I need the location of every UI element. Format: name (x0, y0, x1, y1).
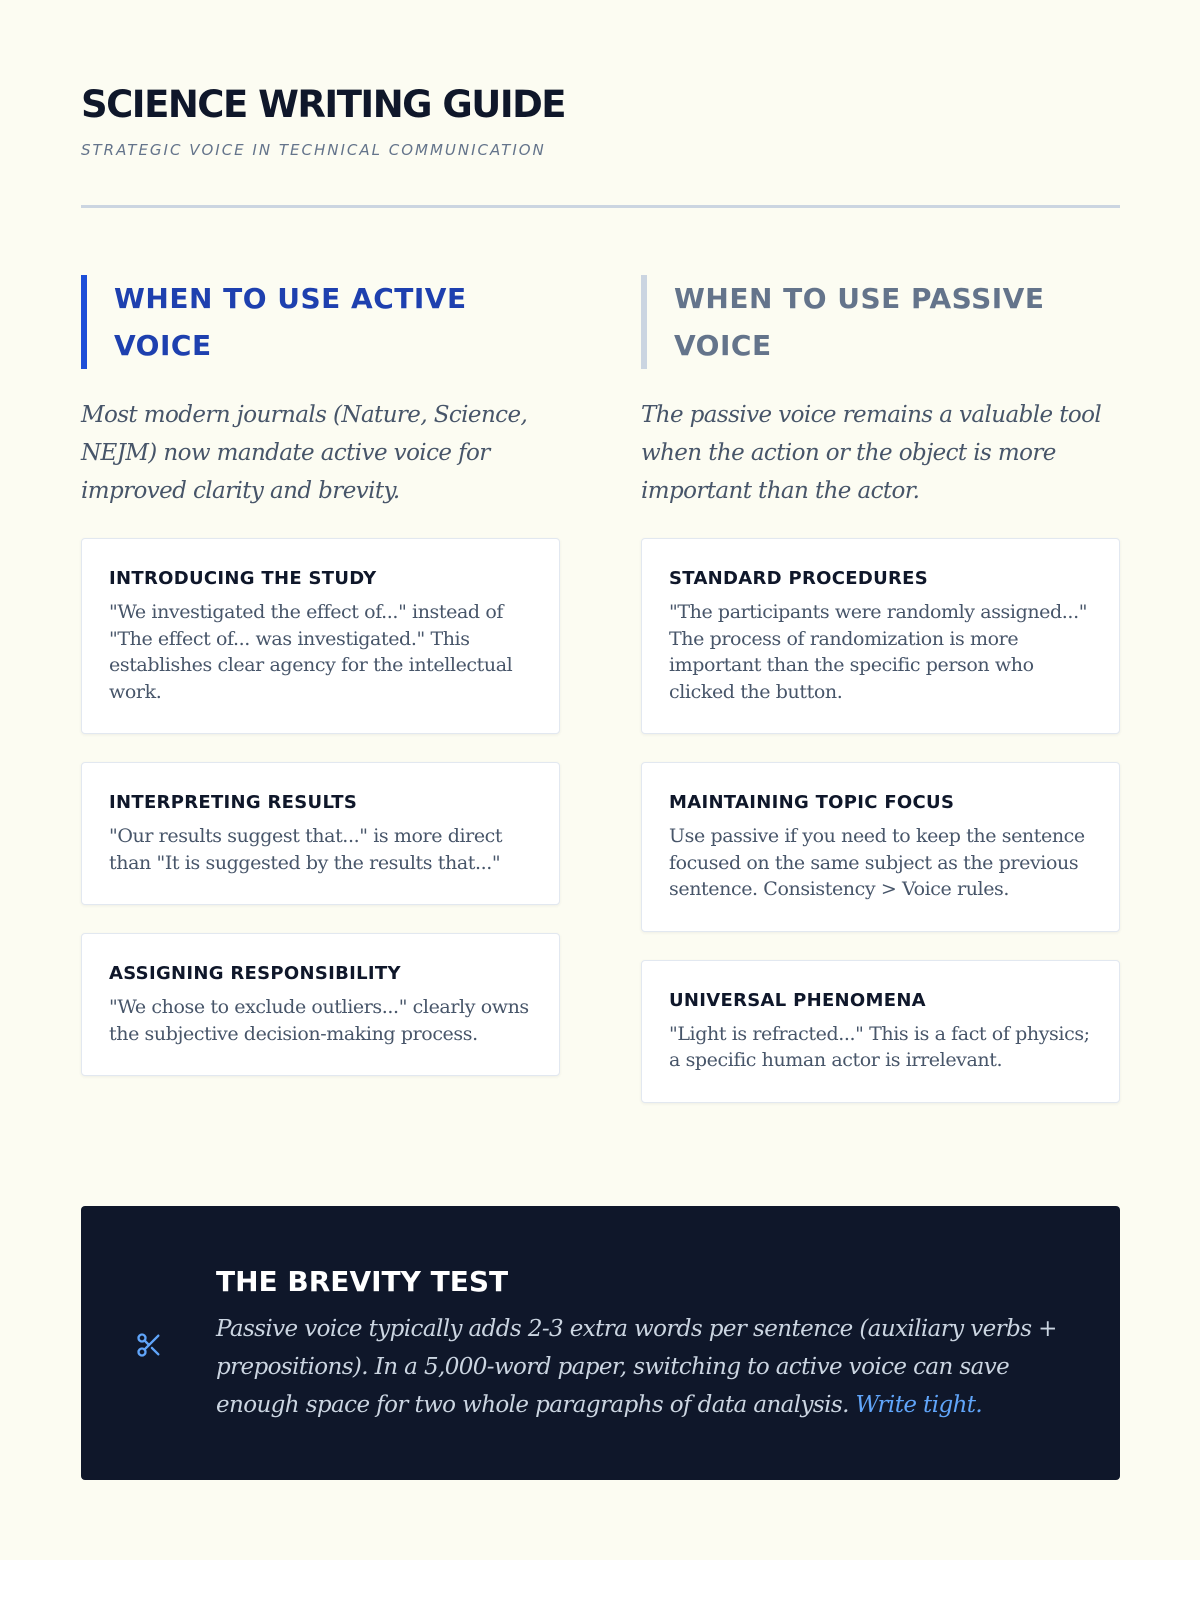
card-maintaining-topic-focus (641, 762, 1120, 932)
header (81, 82, 1120, 160)
brevity-test-callout (81, 1206, 1120, 1480)
card-text: "We investigated the effect of..." instead of "The effect of... was investigated." This establishes clear agency for the intellectual work. (109, 601, 513, 703)
card-text: "We chose to exclude outliers..." clearly owns the subjective decision-making process. (109, 996, 529, 1045)
passive-voice-heading: WHEN TO USE PASSIVE VOICE (641, 275, 1120, 369)
card-interpreting-results (81, 762, 560, 905)
header-divider (81, 205, 1120, 208)
callout-highlight: Write tight. (855, 1392, 983, 1418)
card-text: "The participants were randomly assigned..." The process of randomization is more important than the specific person who clicked the button. (669, 601, 1088, 703)
card-text: "Our results suggest that..." is more direct than "It is suggested by the results that..." (109, 825, 503, 874)
callout-body (216, 1264, 1076, 1424)
active-voice-cards (81, 538, 560, 1076)
active-voice-intro: Most modern journals (Nature, Science, NEJM) now mandate active voice for improved clarity and brevity. (81, 402, 528, 504)
page-title: SCIENCE WRITING GUIDE (81, 83, 566, 126)
card-title: STANDARD PROCEDURES (669, 568, 929, 589)
card-title: INTRODUCING THE STUDY (109, 568, 377, 589)
card-title: ASSIGNING RESPONSIBILITY (109, 963, 401, 984)
card-title: UNIVERSAL PHENOMENA (669, 989, 926, 1011)
card-introducing-the-study (81, 538, 560, 734)
active-voice-heading: WHEN TO USE ACTIVE VOICE (81, 275, 560, 369)
card-title: MAINTAINING TOPIC FOCUS (669, 792, 955, 813)
scissors-icon (135, 1331, 163, 1359)
card-text: Use passive if you need to keep the sentence focused on the same subject as the previous sentence. Consistency > Voice rules. (669, 825, 1085, 900)
callout-text (216, 1310, 1076, 1424)
card-universal-phenomena (641, 960, 1120, 1103)
passive-voice-intro: The passive voice remains a valuable tool when the action or the object is more important than the actor. (641, 402, 1102, 504)
active-voice-column (81, 275, 560, 1104)
card-standard-procedures (641, 538, 1120, 734)
callout-title: THE BREVITY TEST (216, 1265, 509, 1298)
passive-voice-cards (641, 538, 1120, 1103)
passive-voice-column (641, 275, 1120, 1131)
card-text: "Light is refracted..." This is a fact of physics; a specific human actor is irrelevant. (669, 1022, 1090, 1071)
callout-body-text: Passive voice typically adds 2-3 extra words per sentence (auxiliary verbs + prepositions). In a 5,000-word paper, switching to active voice can save enough space for two whole paragraphs of data analysis. (216, 1316, 1057, 1418)
page-subtitle: STRATEGIC VOICE IN TECHNICAL COMMUNICATION (81, 141, 546, 159)
card-title: INTERPRETING RESULTS (109, 792, 358, 813)
card-assigning-responsibility (81, 933, 560, 1076)
